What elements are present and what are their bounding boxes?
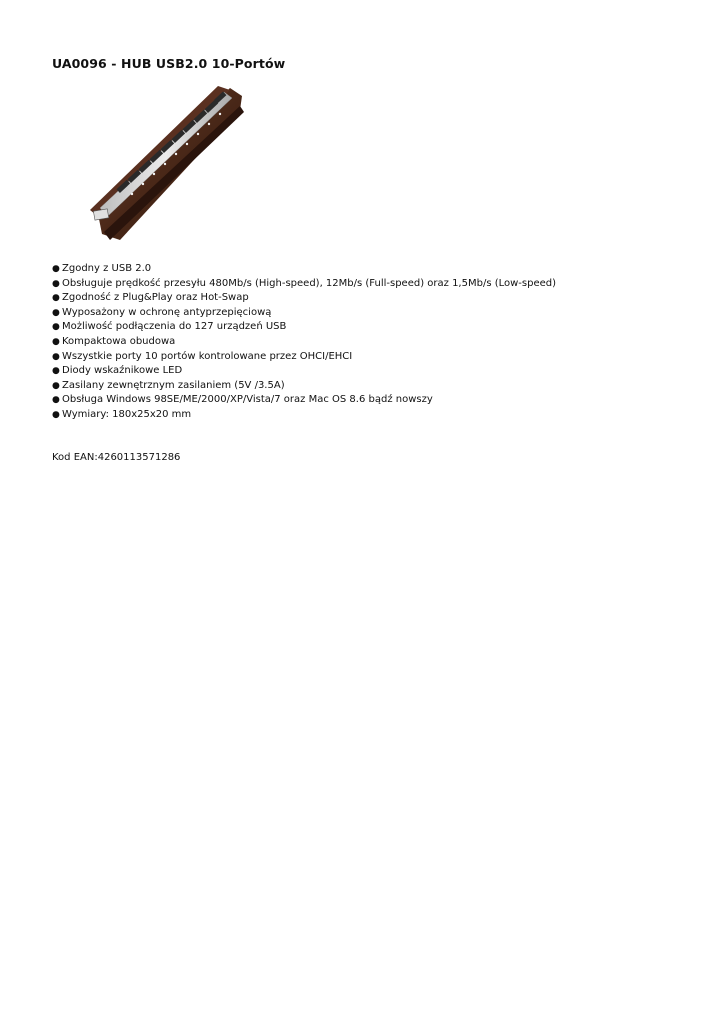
list-item: ● Wszystkie porty 10 portów kontrolowane przez OHCI/EHCI — [52, 350, 353, 362]
hub-body-side — [98, 88, 242, 240]
list-item: ● Zgodność z Plug&Play oraz Hot-Swap — [52, 292, 249, 304]
list-item: ● Diody wskaźnikowe LED — [52, 365, 183, 377]
product-image — [80, 82, 260, 248]
list-item: ● Obsługa Windows 98SE/ME/2000/XP/Vista/7 oraz Mac OS 8.6 bądź nowszy — [52, 394, 433, 406]
feature-list — [52, 262, 556, 423]
page-title: UA0096 - HUB USB2.0 10-Portów — [52, 56, 286, 71]
list-item: ● Kompaktowa obudowa — [52, 335, 176, 347]
hub-port-panel — [100, 92, 232, 216]
list-item: ● Wymiary: 180x25x20 mm — [52, 408, 192, 420]
list-item: ● Wyposażony w ochronę antyprzepięciową — [52, 306, 272, 318]
list-item: ● Możliwość podłączenia do 127 urządzeń USB — [52, 321, 287, 333]
list-item: ● Zgodny z USB 2.0 — [52, 263, 152, 274]
ean-code: Kod EAN:4260113571286 — [52, 452, 181, 463]
list-item: ● Zasilany zewnętrznym zasilaniem (5V /3.5A) — [52, 379, 285, 391]
hub-base — [104, 106, 244, 240]
list-item: ● Obsługuje prędkość przesyłu 480Mb/s (High-speed), 12Mb/s (Full-speed) oraz 1,5Mb/s (Low-speed) — [52, 277, 557, 289]
